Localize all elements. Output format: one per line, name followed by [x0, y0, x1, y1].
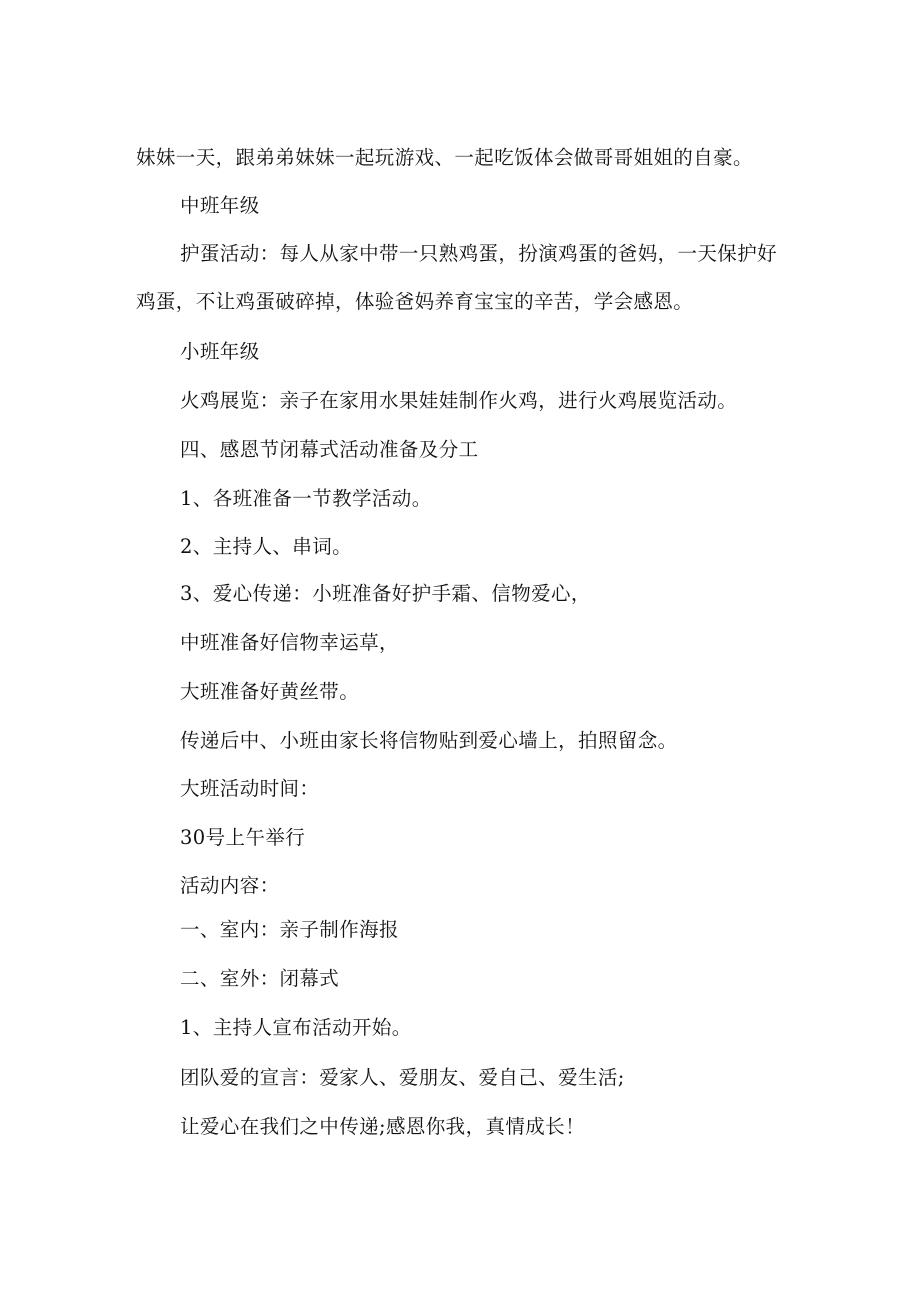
list-item: 2、主持人、串词。 — [180, 535, 353, 558]
text-line: 妹妹一天，跟弟弟妹妹一起玩游戏、一起吃饭体会做哥哥姐姐的自豪。 — [136, 146, 753, 169]
section-heading-small-class: 小班年级 — [180, 340, 260, 363]
text-line: 让爱心在我们之中传递;感恩你我，真情成长！ — [180, 1115, 585, 1138]
section-heading-closing-ceremony: 四、感恩节闭幕式活动准备及分工 — [180, 438, 479, 461]
text-line: 30号上午举行 — [180, 826, 306, 849]
list-item: 1、各班准备一节教学活动。 — [180, 487, 432, 510]
section-heading-middle-class: 中班年级 — [180, 194, 260, 217]
list-item: 1、主持人宣布活动开始。 — [180, 1016, 412, 1039]
text-line: 中班准备好信物幸运草， — [180, 631, 399, 654]
text-line: 大班准备好黄丝带。 — [180, 680, 360, 703]
text-line: 传递后中、小班由家长将信物贴到爱心墙上，拍照留念。 — [180, 729, 678, 752]
text-line: 火鸡展览：亲子在家用水果娃娃制作火鸡，进行火鸡展览活动。 — [180, 389, 738, 412]
text-line: 护蛋活动：每人从家中带一只熟鸡蛋，扮演鸡蛋的爸妈，一天保护好 — [180, 242, 778, 265]
list-item: 二、室外：闭幕式 — [180, 967, 340, 990]
list-item: 一、室内：亲子制作海报 — [180, 918, 399, 941]
list-item: 3、爱心传递：小班准备好护手霜、信物爱心， — [180, 582, 591, 605]
text-line: 鸡蛋，不让鸡蛋破碎掉，体验爸妈养育宝宝的辛苦，学会感恩。 — [136, 290, 694, 313]
text-line: 活动内容： — [180, 874, 280, 897]
text-line: 大班活动时间： — [180, 777, 320, 800]
text-line: 团队爱的宣言：爱家人、爱朋友、爱自己、爱生活; — [180, 1066, 625, 1089]
